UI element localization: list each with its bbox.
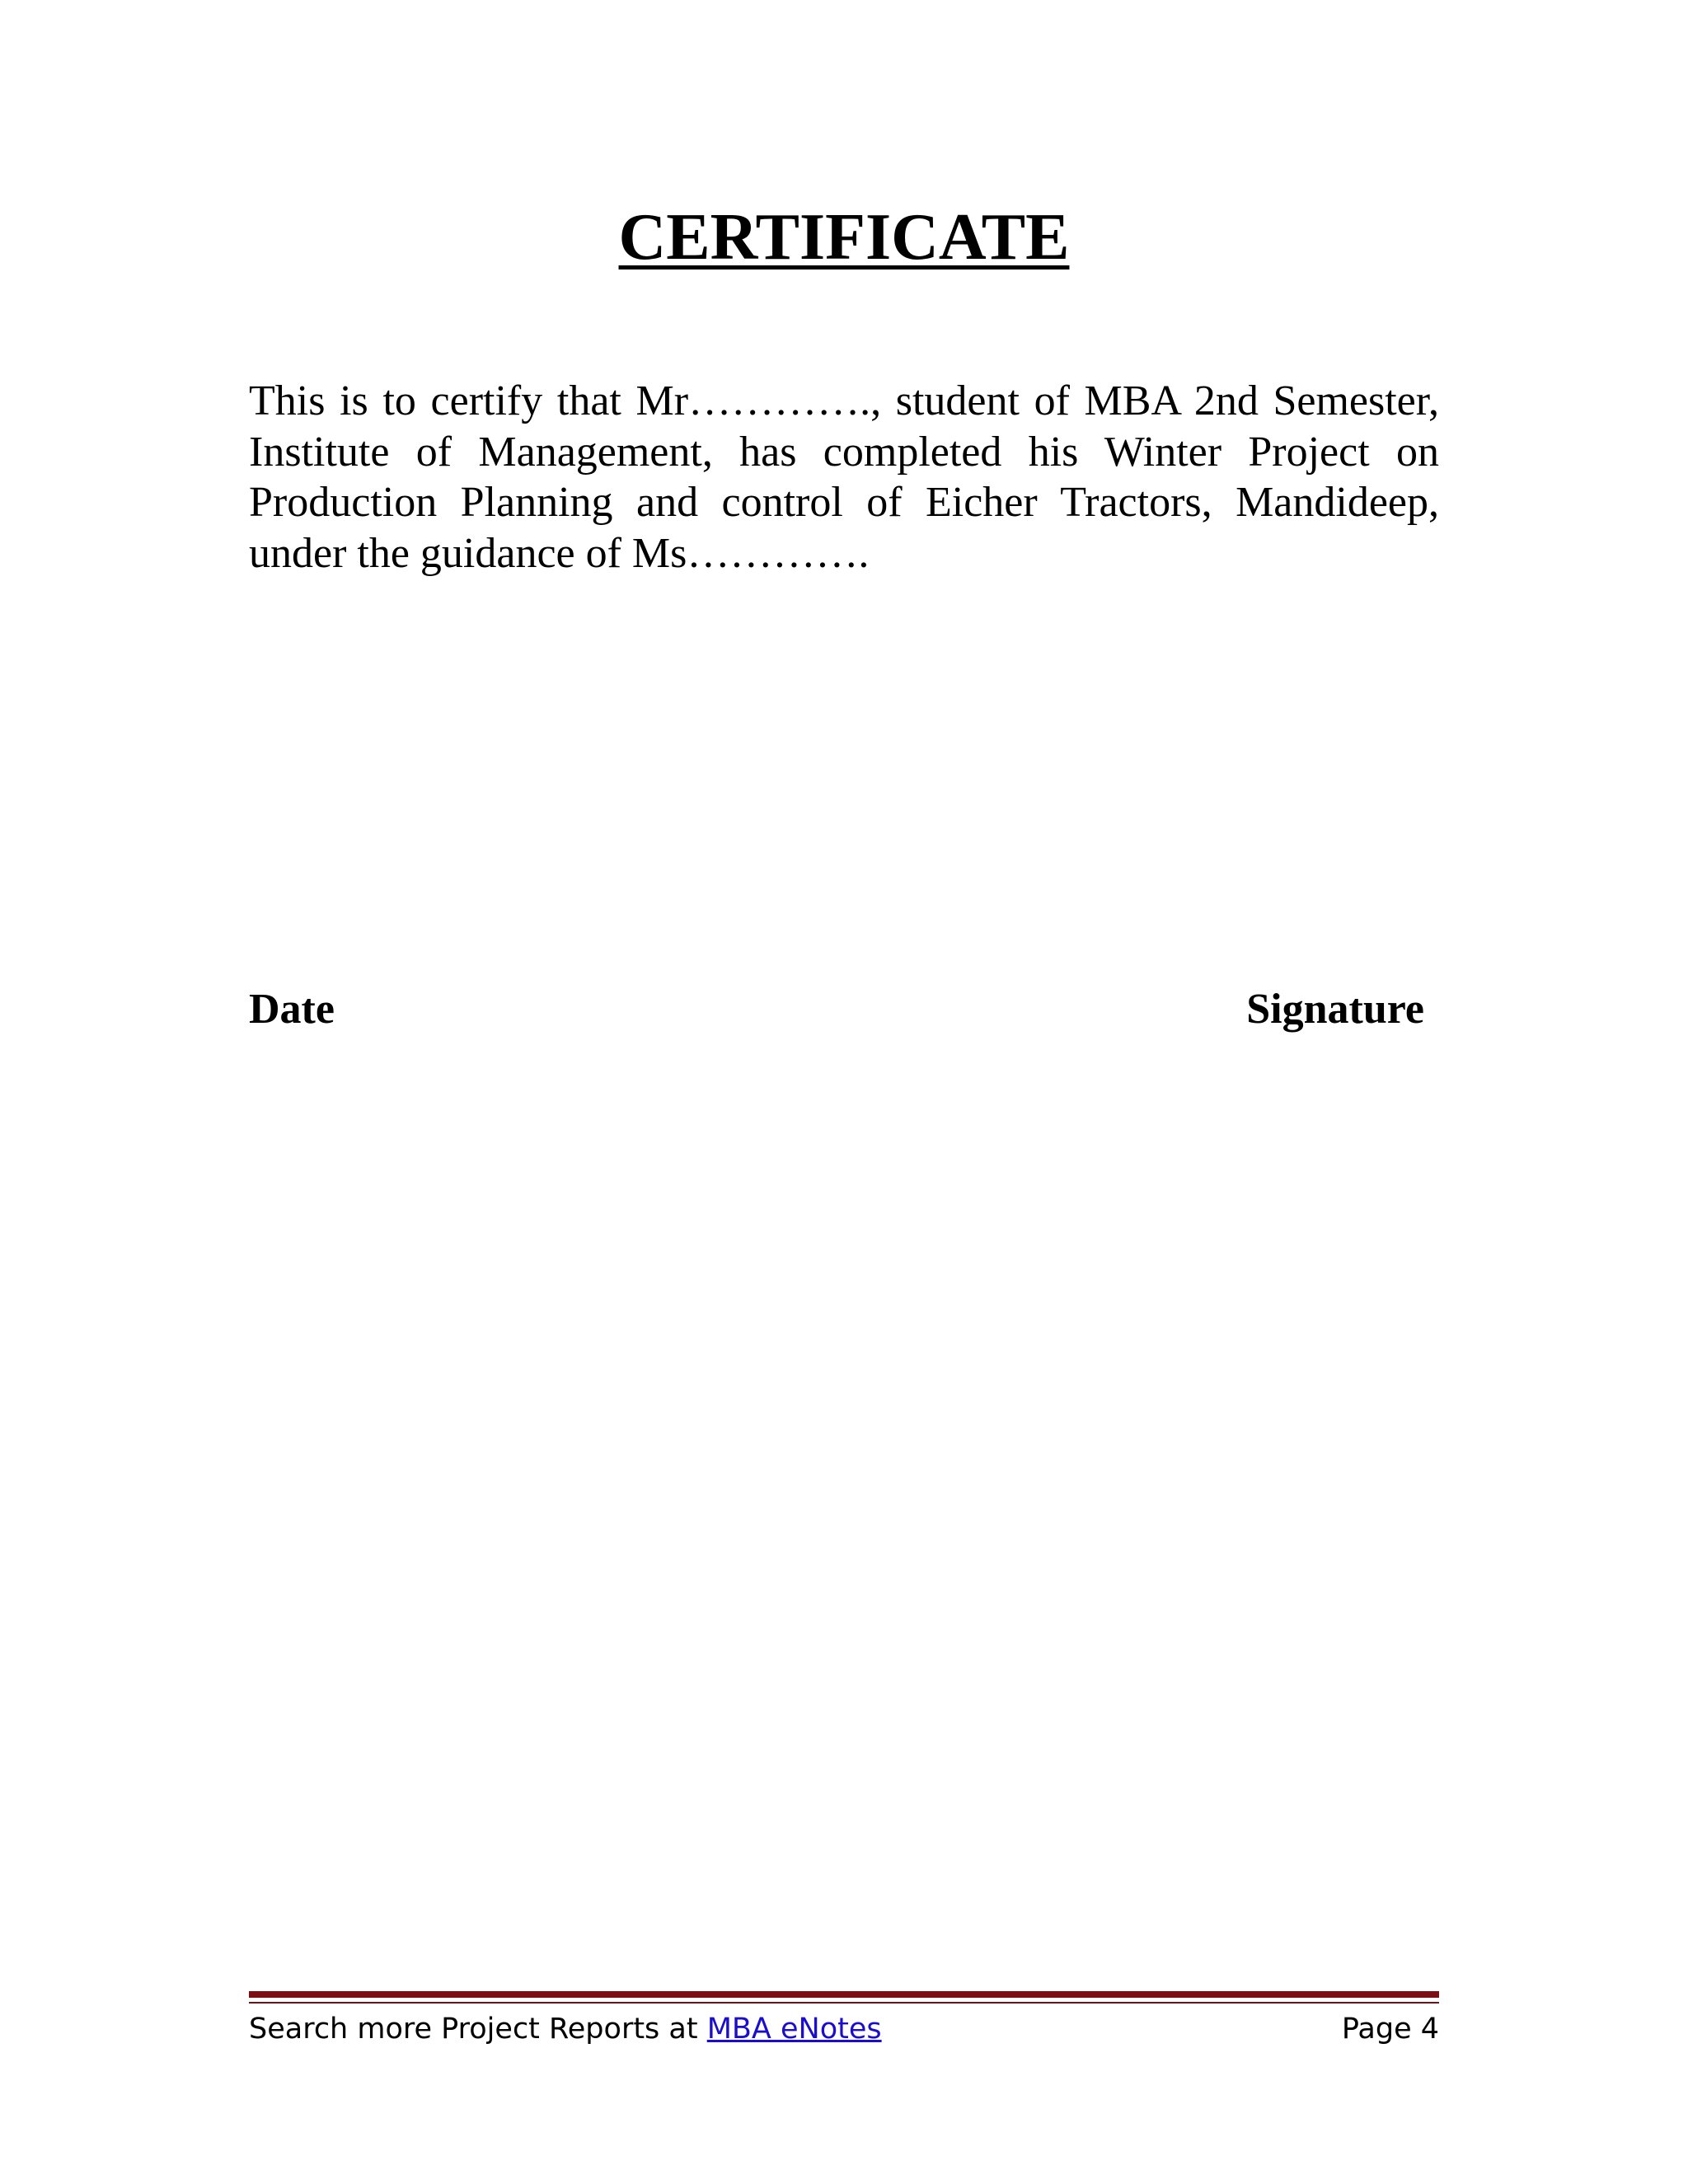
footer-divider-thin	[249, 2002, 1439, 2004]
certificate-body: This is to certify that Mr…………., student of MBA 2nd Semester, Institute of Management, has completed his Winter Project on Production Planning and control of Eicher Tractors, Mandideep, under the guidance of Ms………….	[249, 377, 1439, 577]
signature-label: Signature	[1246, 986, 1424, 1033]
date-label: Date	[249, 986, 335, 1033]
certificate-title-text: CERTIFICATE	[618, 201, 1070, 274]
page-footer	[249, 2004, 1439, 2054]
signature-row	[249, 982, 1424, 1037]
footer-prefix: Search more Project Reports at	[249, 2013, 707, 2046]
footer-divider	[249, 1991, 1439, 1998]
page-number: Page 4	[1341, 2013, 1439, 2046]
footer-left	[249, 2013, 882, 2046]
mba-enotes-link[interactable]: MBA eNotes	[706, 2013, 882, 2046]
certificate-title	[0, 196, 1688, 279]
